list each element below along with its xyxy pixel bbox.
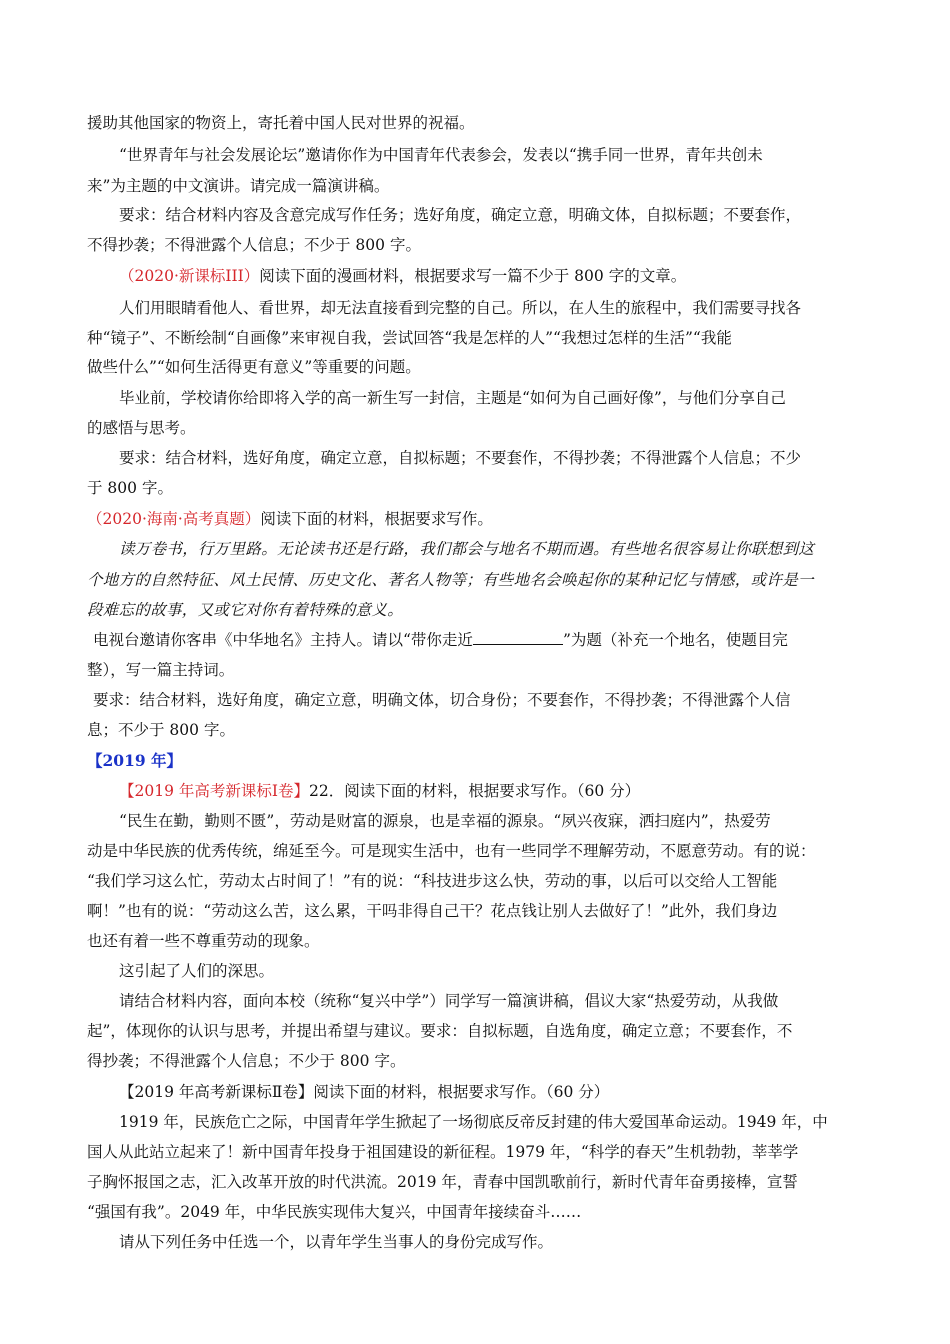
question-prompt: 阅读下面的材料，根据要求写作。	[260, 510, 493, 528]
source-tag: 【2019 年高考新课标Ⅰ卷】	[119, 782, 309, 800]
text-line: “强国有我”。2049 年，中华民族实现伟大复兴，中国青年接续奋斗……	[87, 1203, 582, 1221]
text-line: 国人从此站立起来了！新中国青年投身于祖国建设的新征程。1979 年，“科学的春天”生机勃勃，莘莘学	[87, 1143, 799, 1161]
text-line: 种“镜子”、不断绘制“自画像”来审视自我，尝试回答“我是怎样的人”“我想过怎样的生活”“我能	[87, 329, 732, 347]
text-line: 这引起了人们的深思。	[119, 962, 275, 980]
source-tag: （2020·海南·高考真题）	[87, 510, 261, 528]
text-line: 请结合材料内容，面向本校（统称“复兴中学”）同学写一篇演讲稿，倡议大家“热爱劳动，从我做	[119, 992, 779, 1010]
question-header	[119, 781, 640, 801]
text-line: 子胸怀报国之志，汇入改革开放的时代洪流。2019 年，青春中国凯歌前行，新时代青年奋勇接棒，宣誓	[87, 1173, 798, 1191]
task-text: ”为题（补充一个地名，使题目完	[562, 631, 788, 649]
year-heading: 【2019 年】	[87, 751, 183, 770]
text-line: “我们学习这么忙，劳动太占时间了！”有的说：“科技进步这么快，劳动的事，以后可以交给人工智能	[87, 872, 778, 890]
text-line: 做些什么”“如何生活得更有意义”等重要的问题。	[87, 358, 421, 376]
text-line: 要求：结合材料，选好角度，确定立意，明确文体，切合身份；不要套作，不得抄袭；不得泄露个人信	[93, 691, 791, 709]
question-header	[87, 509, 493, 529]
text-line: 于 800 字。	[87, 479, 173, 497]
text-line: 请从下列任务中任选一个，以青年学生当事人的身份完成写作。	[119, 1233, 554, 1251]
text-line: 的感悟与思考。	[87, 419, 196, 437]
text-line: 息；不少于 800 字。	[87, 721, 235, 739]
question-header: 【2019 年高考新课标Ⅱ卷】阅读下面的材料，根据要求写作。（60 分）	[119, 1083, 610, 1101]
text-line: 毕业前，学校请你给即将入学的高一新生写一封信，主题是“如何为自己画好像”，与他们分享自己	[119, 389, 786, 407]
question-prompt: 阅读下面的漫画材料，根据要求写一篇不少于 800 字的文章。	[259, 267, 687, 285]
text-line: “世界青年与社会发展论坛”邀请你作为中国青年代表参会，发表以“携手同一世界，青年共创未	[119, 146, 763, 164]
text-line: 也还有着一些不尊重劳动的现象。	[87, 932, 320, 950]
material-line: 段难忘的故事，又或它对你有着特殊的意义。	[87, 601, 404, 619]
text-line: 1919 年，民族危亡之际，中国青年学生掀起了一场彻底反帝反封建的伟大爱国革命运动。1949 年，中	[119, 1113, 828, 1131]
text-line: “民生在勤，勤则不匮”，劳动是财富的源泉，也是幸福的源泉。“夙兴夜寐，洒扫庭内”，热爱劳	[119, 812, 771, 830]
text-line: 起”，体现你的认识与思考，并提出希望与建议。要求：自拟标题，自选角度，确定立意；不要套作，不	[87, 1022, 793, 1040]
text-line: 人们用眼睛看他人、看世界，却无法直接看到完整的自己。所以，在人生的旅程中，我们需要寻找各	[119, 299, 802, 317]
text-line: 啊！”也有的说：“劳动这么苦，这么累，干吗非得自己干？花点钱让别人去做好了！”此外，我们身边	[87, 902, 778, 920]
text-line: 要求：结合材料，选好角度，确定立意，自拟标题；不要套作，不得抄袭；不得泄露个人信息；不少	[119, 449, 802, 467]
task-line	[93, 630, 788, 650]
question-header	[119, 266, 686, 286]
question-prompt: 22．阅读下面的材料，根据要求写作。（60 分）	[309, 782, 641, 800]
material-line: 读万卷书，行万里路。无论读书还是行路，我们都会与地名不期而遇。有些地名很容易让你联想到这	[119, 540, 815, 558]
text-line: 要求：结合材料内容及含意完成写作任务；选好角度，确定立意，明确文体，自拟标题；不要套作，	[119, 206, 802, 224]
source-tag: （2020·新课标III）	[119, 267, 260, 285]
text-line: 援助其他国家的物资上，寄托着中国人民对世界的祝福。	[87, 114, 475, 132]
text-line: 来”为主题的中文演讲。请完成一篇演讲稿。	[87, 177, 390, 195]
material-line: 个地方的自然特征、风土民情、历史文化、著名人物等；有些地名会唤起你的某种记忆与情感，或许是一	[87, 571, 814, 589]
text-line: 得抄袭；不得泄露个人信息；不少于 800 字。	[87, 1052, 406, 1070]
text-line: 整），写一篇主持词。	[87, 661, 235, 679]
text-line: 动是中华民族的优秀传统，绵延至今。可是现实生活中，也有一些同学不理解劳动，不愿意劳动。有的说：	[87, 842, 816, 860]
fill-blank	[473, 630, 563, 645]
task-text: 电视台邀请你客串《中华地名》主持人。请以“带你走近	[93, 631, 473, 649]
text-line: 不得抄袭；不得泄露个人信息；不少于 800 字。	[87, 236, 421, 254]
